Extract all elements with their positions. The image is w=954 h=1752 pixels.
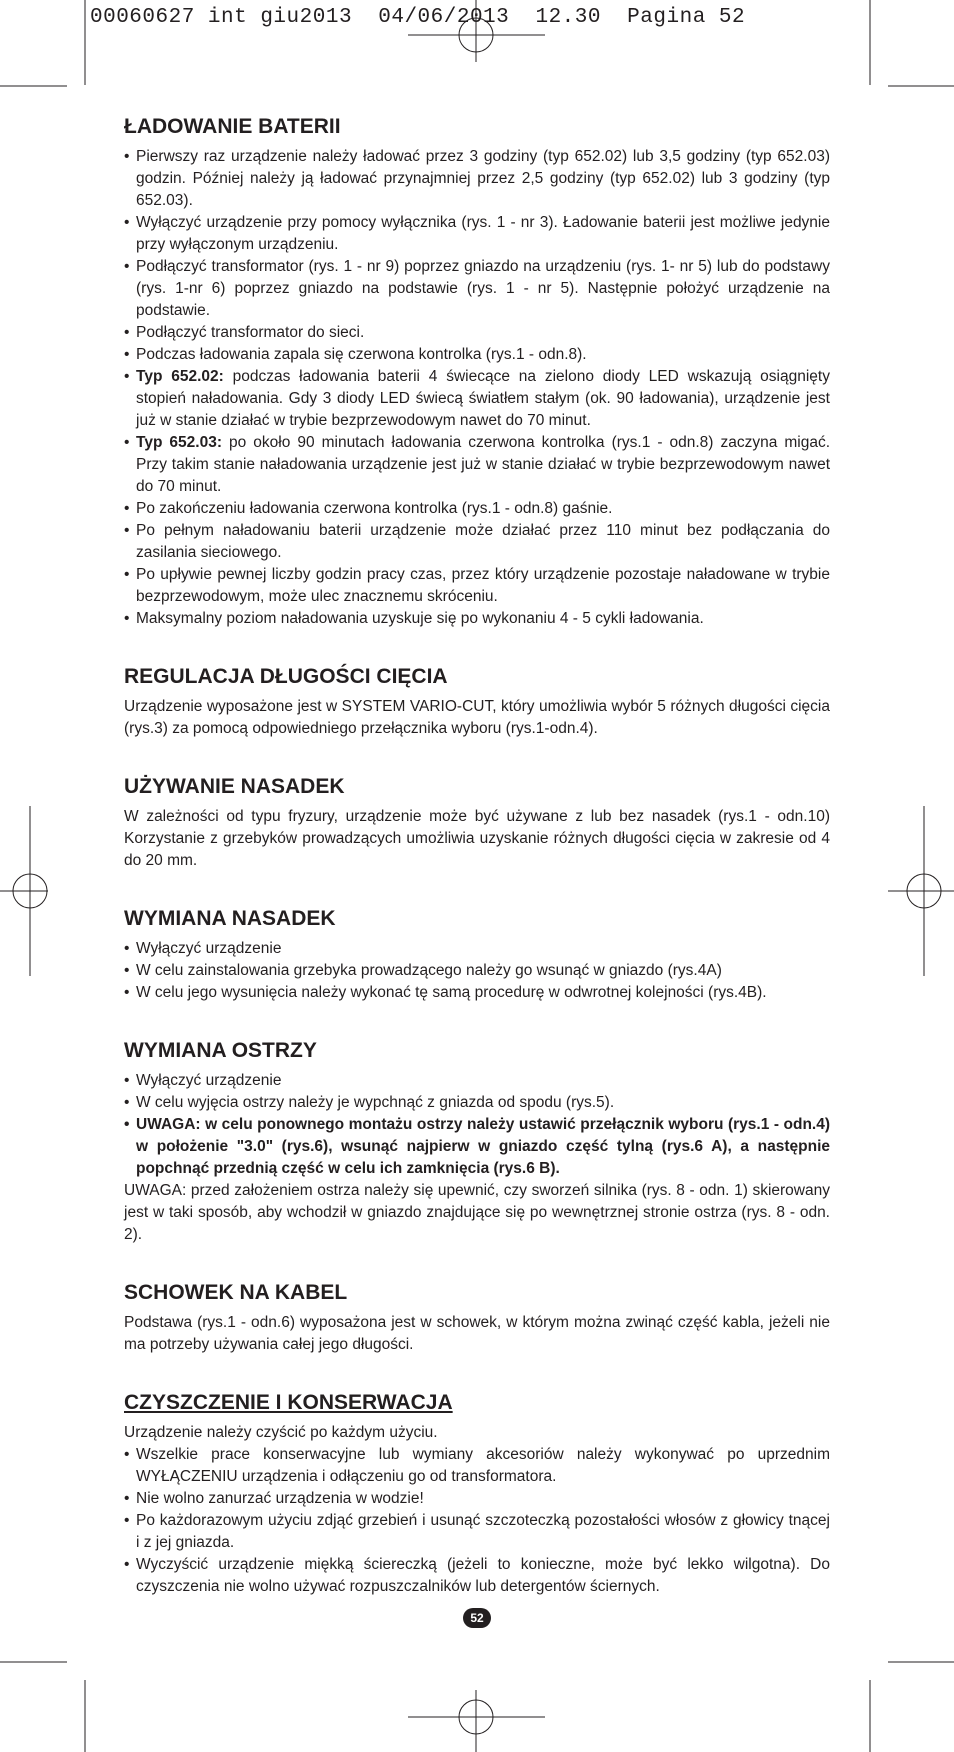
bullet-list bbox=[124, 1444, 830, 1598]
list-item: • W celu wyjęcia ostrzy należy je wypchnąć z gniazda od spodu (rys.5). bbox=[124, 1092, 830, 1114]
bullet-list bbox=[124, 938, 830, 1004]
bullet-list bbox=[124, 146, 830, 630]
paragraph: Urządzenie należy czyścić po każdym użyciu. bbox=[124, 1424, 438, 1441]
list-item-text: po około 90 minutach ładowania czerwona kontrolka (rys.1 - odn.8) zaczyna migać. Przy takim stanie naładowania urządzenie jest już w stanie działać w trybie bezprzewodowym nawet do 70 minut. bbox=[136, 434, 830, 495]
list-item-lead: Typ 652.03: bbox=[136, 434, 222, 451]
section-title: WYMIANA NASADEK bbox=[124, 907, 336, 930]
section-title: REGULACJA DŁUGOŚCI CIĘCIA bbox=[124, 665, 448, 688]
list-item: • Podłączyć transformator (rys. 1 - nr 9) poprzez gniazdo na urządzeniu (rys. 1- nr 5) lub do podstawy (rys. 1-nr 6) poprzez gniazdo na podstawie (rys. 1 - nr 5). Następnie położyć urządzenie na podstawie. bbox=[124, 256, 830, 322]
paragraph: Urządzenie wyposażone jest w SYSTEM VARIO-CUT, który umożliwia wybór 5 różnych długości cięcia (rys.3) za pomocą odpowiedniego przełącznika wyboru (rys.1-odn.4). bbox=[124, 698, 830, 737]
section-title: UŻYWANIE NASADEK bbox=[124, 775, 345, 798]
section-attachments-change bbox=[124, 906, 830, 1004]
section-title: ŁADOWANIE BATERII bbox=[124, 115, 341, 138]
list-item: • W celu jego wysunięcia należy wykonać tę samą procedurę w odwrotnej kolejności (rys.4B). bbox=[124, 982, 830, 1004]
list-item: • Podłączyć transformator do sieci. bbox=[124, 322, 830, 344]
list-item: • Wyłączyć urządzenie bbox=[124, 938, 830, 960]
list-item: • Po zakończeniu ładowania czerwona kontrolka (rys.1 - odn.8) gaśnie. bbox=[124, 498, 830, 520]
section-title: SCHOWEK NA KABEL bbox=[124, 1281, 348, 1304]
page-number-badge: 52 bbox=[463, 1608, 491, 1628]
section-cleaning bbox=[124, 1390, 830, 1598]
list-item: • Po każdorazowym użyciu zdjąć grzebień i usunąć szczoteczką pozostałości włosów z głowicy tnącej i z jej gniazda. bbox=[124, 1510, 830, 1554]
list-item: • Pierwszy raz urządzenie należy ładować przez 3 godziny (typ 652.02) lub 3,5 godziny (typ 652.03) godzin. Później należy ją ładować przynajmniej przez 2,5 godziny (typ 652.02) lub 3 godziny (typ 652.03). bbox=[124, 146, 830, 212]
list-item: • Po pełnym naładowaniu baterii urządzenie może działać przez 110 minut bez podłączania do zasilania sieciowego. bbox=[124, 520, 830, 564]
section-title: CZYSZCZENIE I KONSERWACJA bbox=[124, 1391, 453, 1414]
list-item: • Wszelkie prace konserwacyjne lub wymiany akcesoriów należy wykonywać po uprzednim WYŁĄCZENIU urządzenia i odłączeniu go od transformatora. bbox=[124, 1444, 830, 1488]
print-slug-header: 00060627 int giu2013 04/06/2013 12.30 Pagina 52 bbox=[90, 6, 746, 29]
list-item: • Wyczyścić urządzenie miękką ściereczką (jeżeli to konieczne, może być lekko wilgotna). Do czyszczenia nie wolno używać rozpuszczalników lub detergentów ściernych. bbox=[124, 1554, 830, 1598]
section-blades-change bbox=[124, 1038, 830, 1246]
section-title: WYMIANA OSTRZY bbox=[124, 1039, 317, 1062]
list-item: • Maksymalny poziom naładowania uzyskuje się po wykonaniu 4 - 5 cykli ładowania. bbox=[124, 608, 830, 630]
list-item: • Nie wolno zanurzać urządzenia w wodzie! bbox=[124, 1488, 830, 1510]
list-item bbox=[124, 432, 830, 498]
list-item: • W celu zainstalowania grzebyka prowadzącego należy go wsunąć w gniazdo (rys.4A) bbox=[124, 960, 830, 982]
section-attachments-use bbox=[124, 774, 830, 872]
paragraph: Podstawa (rys.1 - odn.6) wyposażona jest w schowek, w którym można zwinąć część kabla, jeżeli nie ma potrzeby używania całej jego długości. bbox=[124, 1314, 830, 1353]
paragraph: UWAGA: przed założeniem ostrza należy się upewnić, czy sworzeń silnika (rys. 8 - odn. 1) skierowany jest w taki sposób, aby wchodził w gniazdo znajdujące się po wewnętrznej stronie ostrza (rys. 8 - odn. 2). bbox=[124, 1182, 830, 1243]
list-item-text: podczas ładowania baterii 4 świecące na zielono diody LED wskazują osiągnięty stopień naładowania. Gdy 3 diody LED świecą światłem stałym (ok. 90 ładowania), urządzenie jest już w stanie działać w trybie bezprzewodowym nawet do 70 minut. bbox=[136, 368, 830, 429]
list-item: • Wyłączyć urządzenie bbox=[124, 1070, 830, 1092]
bullet-list bbox=[124, 1070, 830, 1180]
list-item: • Wyłączyć urządzenie przy pomocy wyłącznika (rys. 1 - nr 3). Ładowanie baterii jest możliwe jedynie przy wyłączonym urządzeniu. bbox=[124, 212, 830, 256]
paragraph: W zależności od typu fryzury, urządzenie może być używane z lub bez nasadek (rys.1 - odn.10) Korzystanie z grzebyków prowadzących umożliwia uzyskanie różnych długości cięcia w zakresie od 4 do 20 mm. bbox=[124, 808, 830, 869]
list-item: • Po upływie pewnej liczby godzin pracy czas, przez który urządzenie pozostaje naładowane w trybie bezprzewodowym, może ulec znacznemu skróceniu. bbox=[124, 564, 830, 608]
section-cable-storage bbox=[124, 1280, 830, 1356]
list-item bbox=[124, 366, 830, 432]
section-charging bbox=[124, 114, 830, 630]
list-item-lead: Typ 652.02: bbox=[136, 368, 224, 385]
list-item-warning: • UWAGA: w celu ponownego montażu ostrzy należy ustawić przełącznik wyboru (rys.1 - odn.4) w położenie "3.0" (rys.6), wsunąć najpierw w gniazdo część tylną (rys.6 A), a następnie popchnąć przednią część w celu ich zamknięcia (rys.6 B). bbox=[124, 1114, 830, 1180]
document-body bbox=[124, 114, 830, 1632]
list-item: • Podczas ładowania zapala się czerwona kontrolka (rys.1 - odn.8). bbox=[124, 344, 830, 366]
section-cut-length bbox=[124, 664, 830, 740]
